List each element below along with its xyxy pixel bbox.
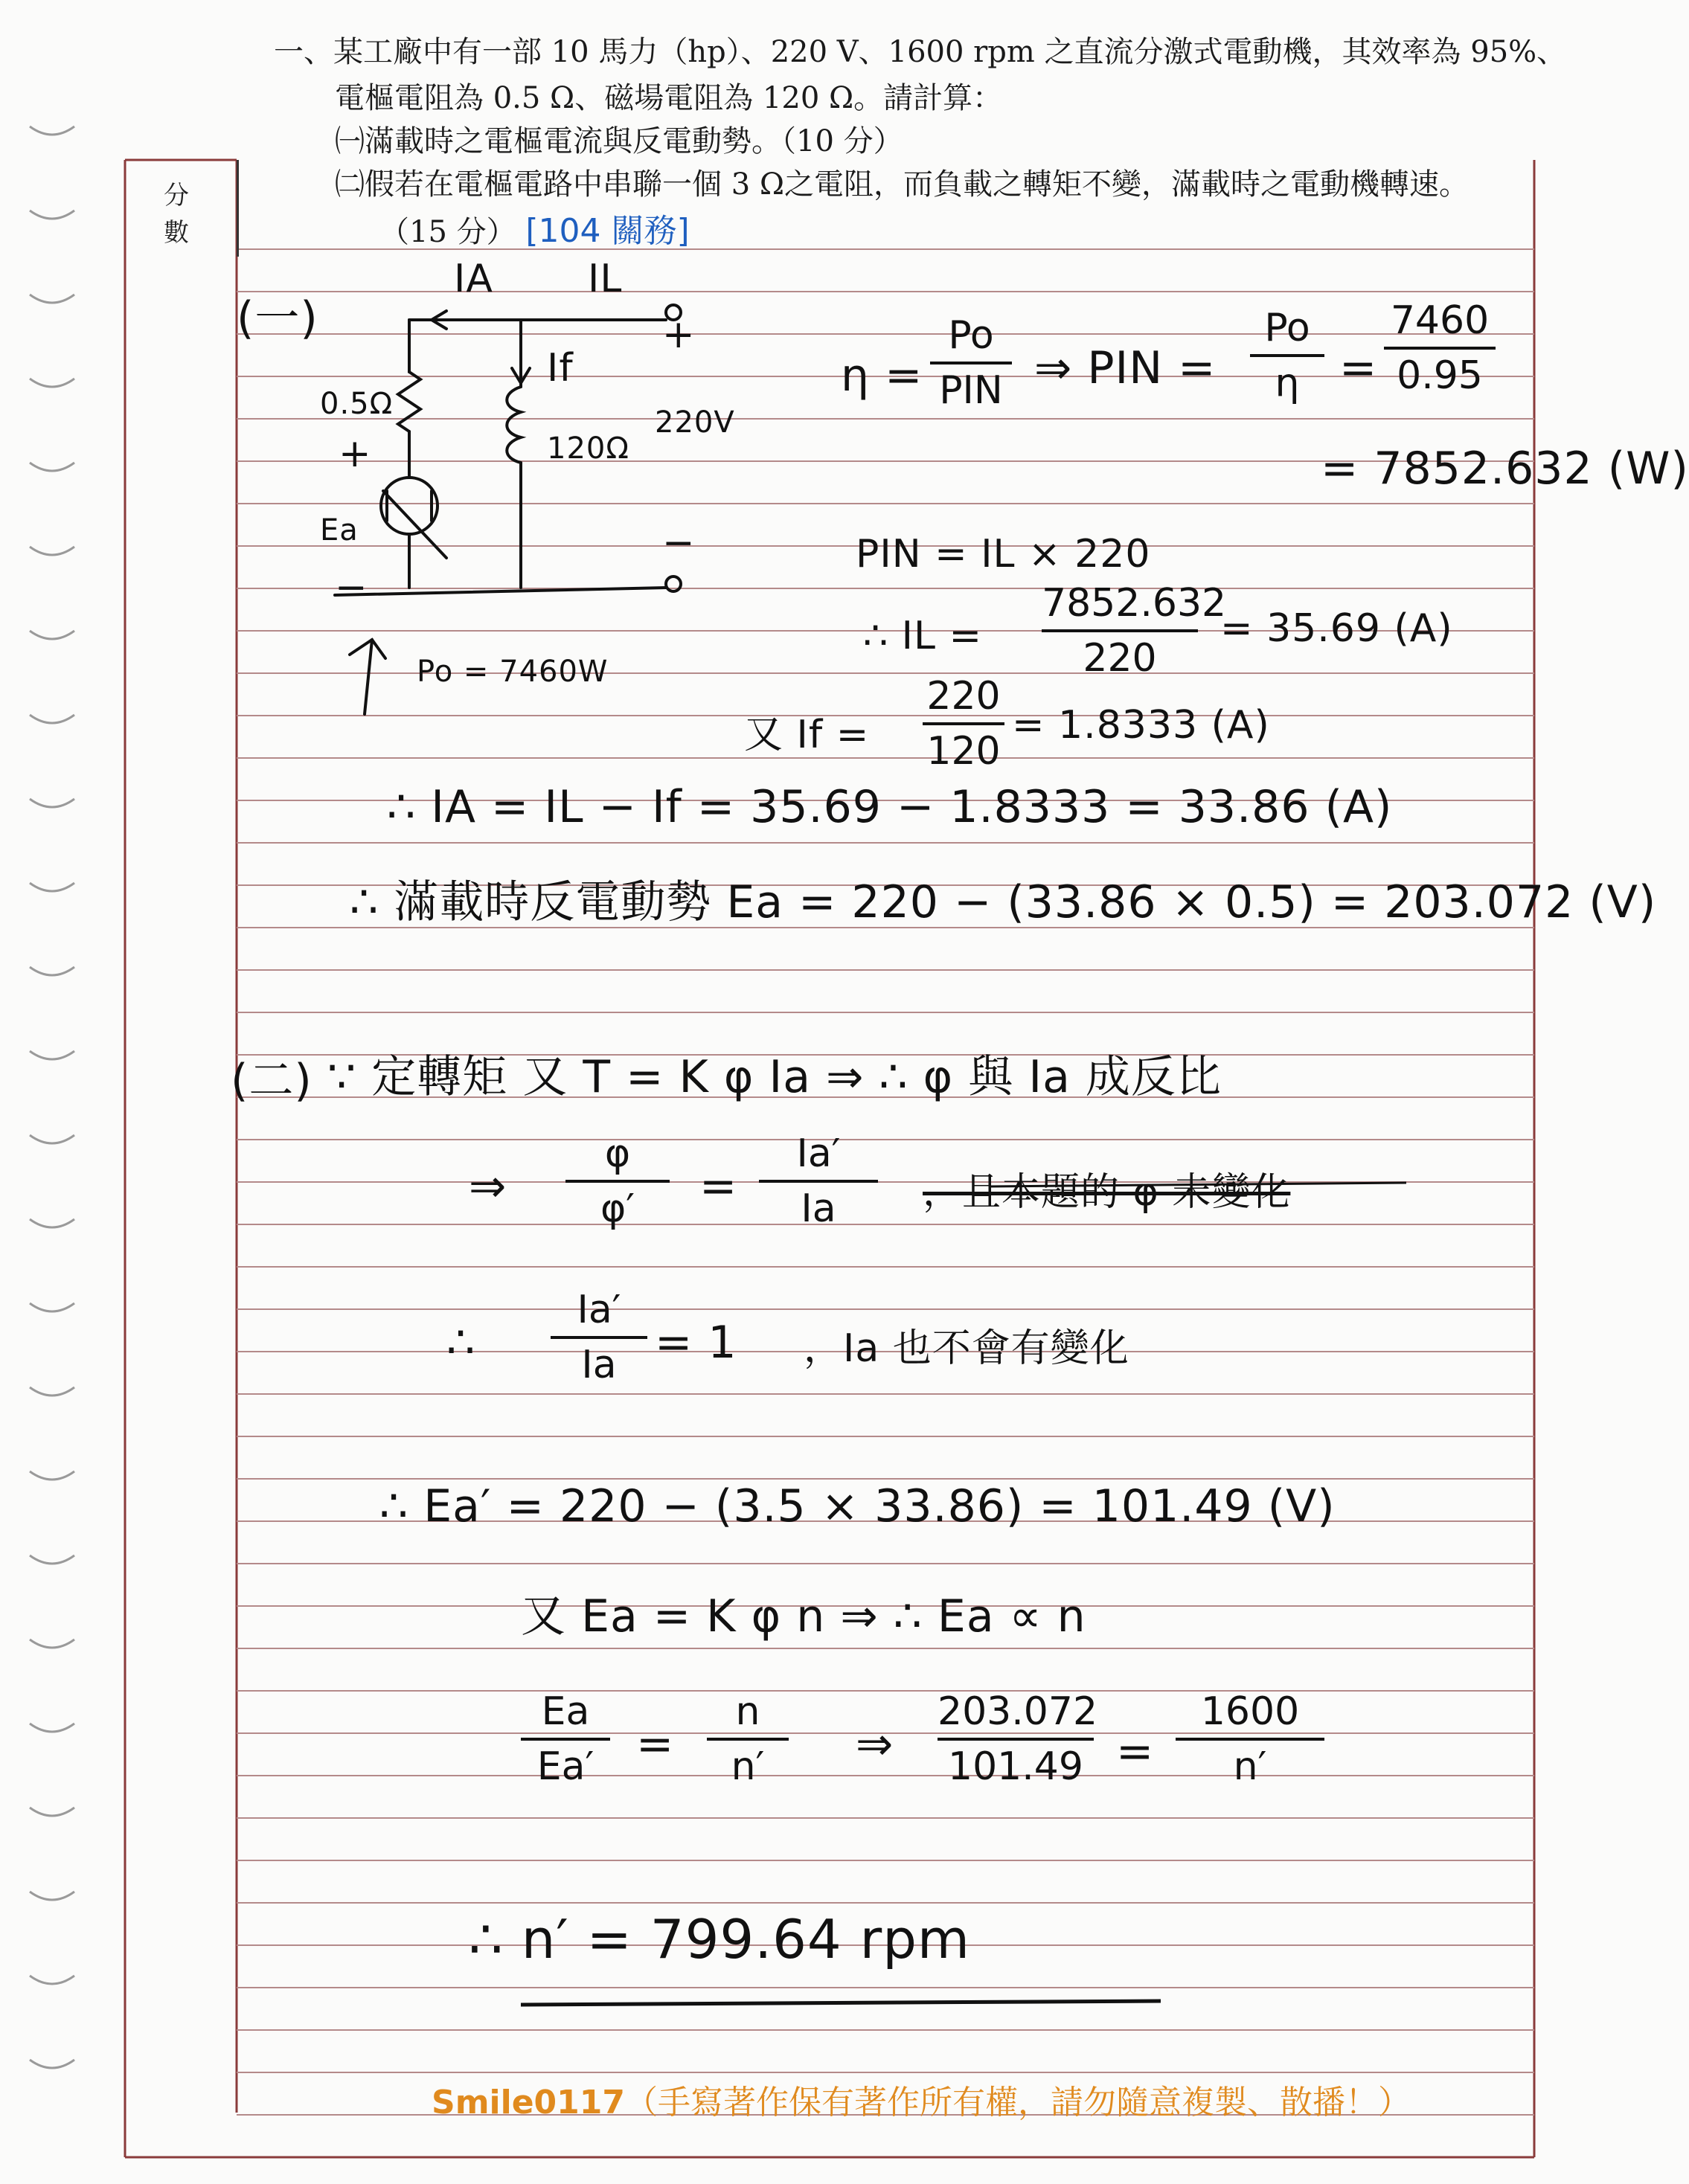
- ratio3-den-4: n′: [1233, 1744, 1267, 1789]
- ratio3-den-1: Ea′: [536, 1744, 594, 1789]
- binder-hole: [30, 1387, 74, 1395]
- eff-frac-2: [1250, 305, 1324, 406]
- ratio2-num: Ia′: [577, 1288, 621, 1332]
- eff-den-2: η: [1275, 361, 1300, 405]
- ratio3-num-2: n: [735, 1689, 760, 1734]
- ratio1-den-1: φ′: [600, 1186, 635, 1231]
- if-den: 120: [926, 729, 1001, 774]
- exam-tag: [104 關務]: [525, 212, 690, 250]
- footer-note: （手寫著作保有著作所有權，請勿隨意複製、散播！）: [625, 2084, 1411, 2122]
- if-num: 220: [926, 674, 1001, 719]
- ratio1-den-2: Ia: [801, 1186, 836, 1231]
- binder-hole: [30, 715, 74, 723]
- eff-arrow: ⇒ PIN =: [1034, 342, 1217, 394]
- question-line-2: 電樞電阻為 0.5 Ω、磁場電阻為 120 Ω。請計算：: [335, 81, 1003, 115]
- binder-hole: [30, 1219, 74, 1227]
- binder-hole: [30, 463, 74, 471]
- part1-label: (一): [237, 292, 318, 344]
- ratio3-num-4: 1600: [1200, 1689, 1300, 1734]
- ratio1-lhs: ⇒: [469, 1160, 507, 1213]
- binder-hole: [30, 631, 74, 639]
- binder-hole: [30, 967, 74, 975]
- if-rhs: = 1.8333 (A): [1012, 703, 1270, 748]
- circuit-voltage: 220V: [655, 405, 735, 440]
- ratio3-den-3: 101.49: [948, 1744, 1083, 1789]
- ea-line: ∴ 滿載時反電動勢 Ea = 220 − (33.86 × 0.5) = 203.072 (V): [350, 876, 1657, 928]
- ratio2-den: Ia: [581, 1343, 617, 1387]
- footer-brand: Smile0117: [432, 2084, 626, 2122]
- ratio1-frac-1: [565, 1131, 670, 1232]
- prop-line: 又 Ea = K φ n ⇒ ∴ Ea ∝ n: [521, 1590, 1086, 1642]
- binder-holes: [30, 126, 74, 2068]
- result-underline: [521, 2001, 1161, 2005]
- question-line-1: 一、某工廠中有一部 10 馬力（hp）、220 V、1600 rpm 之直流分激式電動機，其效率為 95%、: [274, 35, 1567, 69]
- circuit-plus-right: +: [662, 312, 696, 357]
- ratio3-den-2: n′: [731, 1744, 765, 1789]
- circuit-minus-right: −: [662, 521, 696, 565]
- binder-hole: [30, 547, 74, 555]
- part2-line-1: ∵ 定轉矩 又 T = K φ Ia ⇒ ∴ φ 與 Ia 成反比: [327, 1051, 1222, 1103]
- binder-hole: [30, 379, 74, 387]
- eff-num-1: Po: [948, 313, 994, 358]
- binder-hole: [30, 799, 74, 807]
- eff-frac-1: [930, 312, 1012, 414]
- binder-hole: [30, 126, 74, 135]
- ratio3-frac-1: [521, 1689, 610, 1790]
- binder-hole: [30, 1892, 74, 1900]
- ratio3-frac-3: [938, 1689, 1098, 1790]
- ratio3-eq2: =: [1116, 1726, 1155, 1778]
- eff-num-3: 7460: [1390, 298, 1490, 343]
- circuit-minus-left: −: [335, 565, 368, 610]
- eff-frac-3: [1384, 298, 1496, 399]
- ratio2-frac: [551, 1287, 647, 1388]
- ruled-lines: [237, 249, 1534, 2115]
- il-lhs: ∴ IL =: [863, 614, 983, 658]
- circuit-plus-left: +: [339, 431, 372, 476]
- copyright-footer: [432, 2075, 1411, 2123]
- eff-num-2: Po: [1264, 306, 1310, 350]
- ratio2-note: ，Ia 也不會有變化: [804, 1326, 1129, 1371]
- binder-hole: [30, 1051, 74, 1059]
- score-box: [125, 160, 239, 257]
- ratio1-num-1: φ: [604, 1131, 631, 1176]
- binder-hole: [30, 2060, 74, 2068]
- ratio1-eq: =: [699, 1160, 738, 1213]
- eff-lhs: η =: [841, 350, 923, 402]
- binder-hole: [30, 1555, 74, 1564]
- question-points: （15 分）: [379, 215, 516, 249]
- circuit-il: IL: [588, 257, 623, 301]
- binder-hole: [30, 1135, 74, 1143]
- pin-equation: PIN = IL × 220: [856, 532, 1151, 576]
- binder-hole: [30, 883, 74, 891]
- binder-hole: [30, 211, 74, 219]
- pin-result: = 7852.632 (W): [1321, 443, 1689, 495]
- circuit-ea: Ea: [320, 513, 359, 547]
- eff-eq: =: [1339, 342, 1378, 394]
- question-line-5: [379, 204, 690, 251]
- question-line-4: ㈡假若在電樞電路中串聯一個 3 Ω之電阻，而負載之轉矩不變，滿載時之電動機轉速。: [335, 167, 1470, 202]
- ea2-line: ∴ Ea′ = 220 − (3.5 × 33.86) = 101.49 (V): [379, 1480, 1336, 1532]
- ia-line: ∴ IA = IL − If = 35.69 − 1.8333 = 33.86 (A): [387, 781, 1393, 833]
- circuit-if: If: [547, 346, 574, 391]
- ratio3-eq: =: [636, 1718, 675, 1770]
- ratio3-num-1: Ea: [541, 1689, 590, 1734]
- binder-hole: [30, 1724, 74, 1732]
- circuit-diagram: [335, 305, 681, 714]
- score-label-1: 分: [164, 181, 189, 211]
- il-rhs: = 35.69 (A): [1220, 606, 1453, 651]
- binder-hole: [30, 1639, 74, 1648]
- il-den: 220: [1083, 636, 1157, 681]
- circuit-po: Po = 7460W: [417, 655, 609, 689]
- circuit-ia: IA: [454, 257, 493, 301]
- ratio2-lhs: ∴: [446, 1317, 476, 1369]
- if-lhs: 又 If =: [744, 713, 870, 757]
- ratio1-num-2: Ia′: [796, 1131, 841, 1176]
- ratio3-num-3: 203.072: [938, 1689, 1098, 1734]
- binder-hole: [30, 1471, 74, 1480]
- circuit-rf: 120Ω: [547, 431, 629, 466]
- ratio1-frac-2: [759, 1131, 878, 1232]
- binder-hole: [30, 1808, 74, 1816]
- ratio1-note: ，且本題的 φ 未變化: [923, 1170, 1291, 1215]
- ratio3-frac-4: [1176, 1689, 1324, 1790]
- binder-hole: [30, 295, 74, 303]
- il-frac: [1042, 580, 1227, 681]
- ratio3-arrow: ⇒: [856, 1718, 894, 1770]
- part2-label: (二): [231, 1055, 313, 1107]
- ratio3-frac-2: [707, 1689, 789, 1790]
- question-line-3: ㈠滿載時之電樞電流與反電動勢。（10 分）: [335, 124, 903, 158]
- score-label-2: 數: [164, 218, 189, 248]
- il-num: 7852.632: [1042, 581, 1227, 626]
- binder-hole: [30, 1303, 74, 1311]
- ratio2-rhs: = 1: [655, 1317, 737, 1369]
- eff-den-1: PIN: [939, 368, 1003, 413]
- final-result: ∴ n′ = 799.64 rpm: [469, 1908, 971, 1971]
- circuit-ra: 0.5Ω: [320, 387, 394, 421]
- binder-hole: [30, 1976, 74, 1984]
- if-frac: [923, 673, 1004, 774]
- eff-den-3: 0.95: [1397, 353, 1483, 398]
